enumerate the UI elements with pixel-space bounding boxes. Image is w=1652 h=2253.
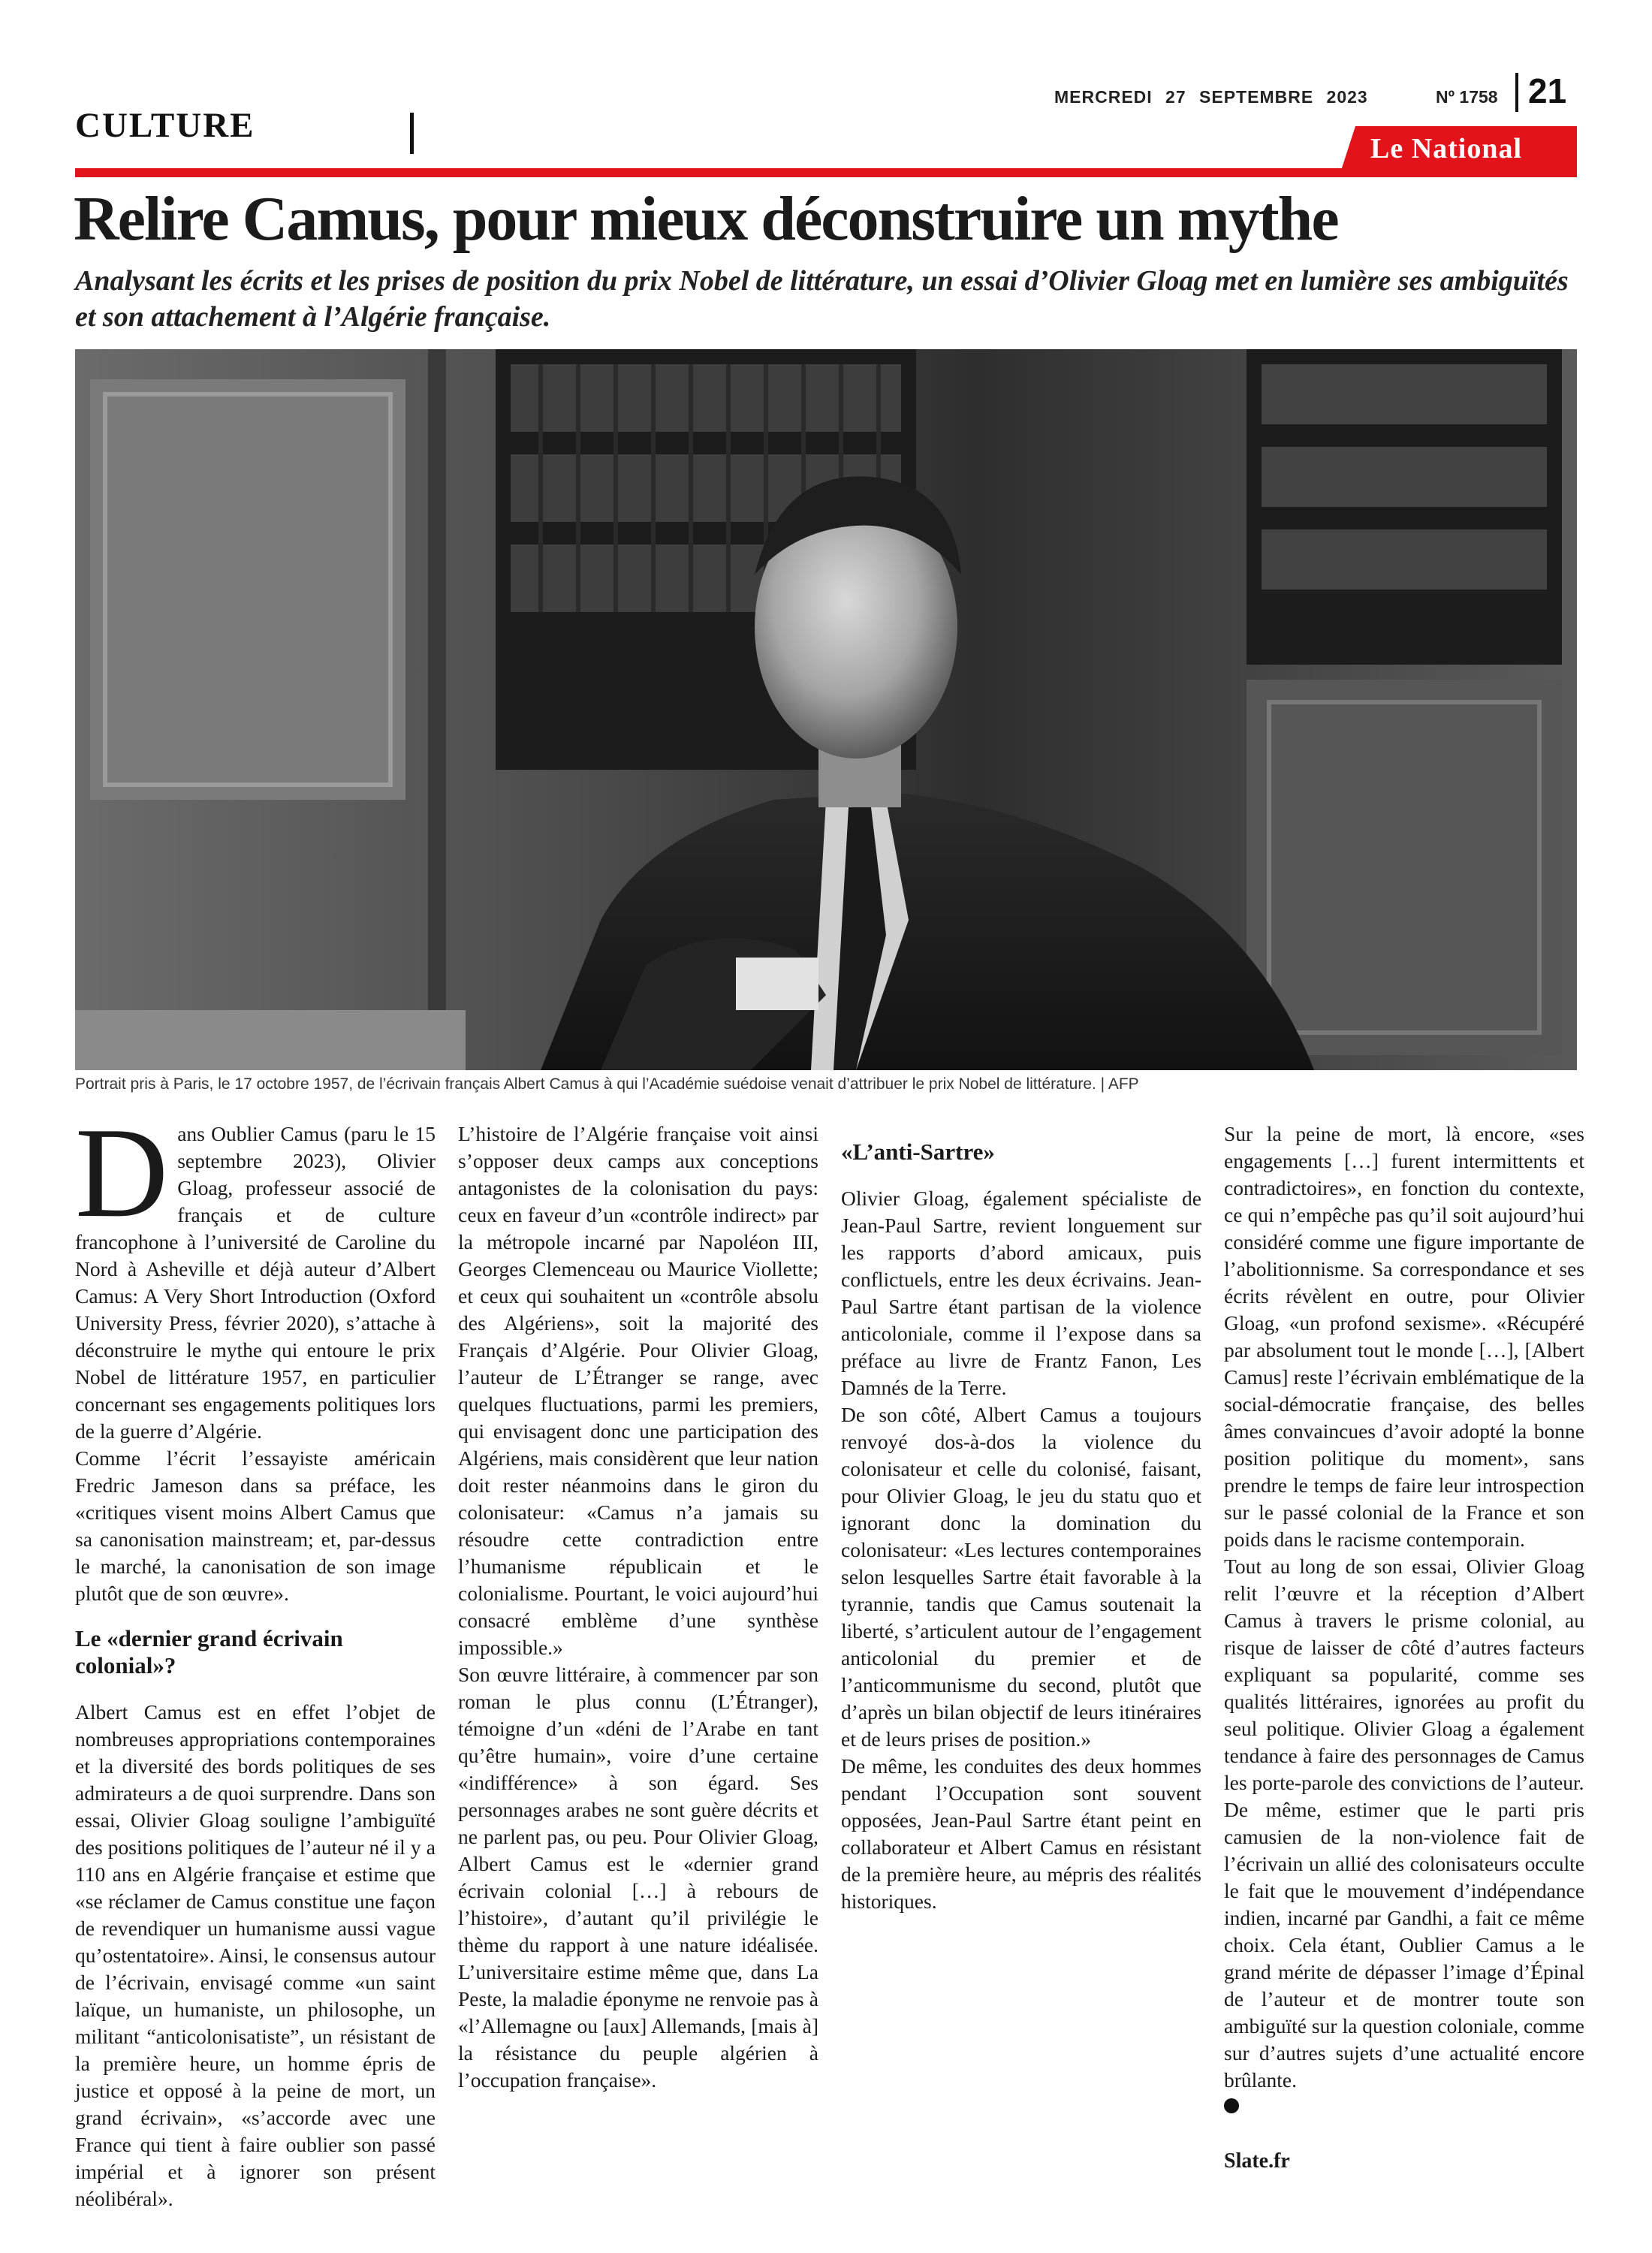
- masthead-title: Le National: [1370, 133, 1523, 164]
- issue-date: MERCREDI 27 SEPTEMBRE 2023: [1054, 87, 1368, 107]
- intro-paragraph: Dans Oublier Camus (paru le 15 septembre 2023), Olivier Gloag, professeur associé de français et de culture francophone à l’université de Caroline du Nord à Asheville et déjà auteur d’Albert Camus: A Very Short Introduction (Oxford University Press, février 2020), s’attache à déconstruire le mythe qui entoure le prix Nobel de littérature 1957, en particulier concernant ses engagements politiques lors de la guerre d’Algérie.: [75, 1102, 436, 1443]
- body-paragraph: Olivier Gloag, également spécialiste de Jean-Paul Sartre, revient longuement sur les rapports d’abord amicaux, puis conflictuels, entre les deux écrivains. Jean-Paul Sartre étant partisan de la violence anticoloniale, comme il l’expose dans sa préface au livre de Frantz Fanon, Les Damnés de la Terre.: [841, 1187, 1201, 1399]
- article-column-1: [75, 1102, 436, 2212]
- body-paragraph: Albert Camus est en effet l’objet de nombreuses appropriations contemporaines et la diversité des bords politiques de ses admirateurs a de quoi surprendre. Dans son essai, Olivier Gloag souligne l’ambiguïté des positions politiques de l’auteur né il y a 110 ans en Algérie française et estime que «se réclamer de Camus constitue une façon de revendiquer un humanisme aussi vague qu’ostentatoire». Ainsi, le consensus autour de l’écrivain, envisagé comme «un saint laïque, un humaniste, un philosophe, un militant “anticolonisatiste”, un résistant de la première heure, un homme épris de justice et opposé à la peine de mort, un grand écrivain», «s’accorde avec une France qui tient à faire oublier son passé impérial et à ignorer son présent néolibéral».: [75, 1700, 436, 2210]
- body-paragraph: De même, estimer que le parti pris camusien de la non-violence fait de l’écrivain un allié des colonisateurs occulte le fait que le mouvement d’indépendance indien, incarné par Gandhi, a fait ce même choix. Cela étant, Oublier Camus a le grand mérite de dépasser l’image d’Épinal de l’auteur et de montrer toute son ambiguïté sur la question coloniale, comme sur d’autres sujets d’une actualité encore brûlante.: [1224, 1798, 1584, 2092]
- article-column-4: [1224, 1120, 1584, 2175]
- photo-caption: Portrait pris à Paris, le 17 octobre 1957, de l’écrivain français Albert Camus à qui l’Académie suédoise venait d’attribuer le prix Nobel de littérature. | AFP: [75, 1075, 1139, 1093]
- body-paragraph: Tout au long de son essai, Olivier Gloag relit l’œuvre et la réception d’Albert Camus à travers le prisme colonial, au risque de laisser de côté d’autres facteurs expliquant sa popularité, comme ses qualités littéraires, ignorées au profit du seul politique. Olivier Gloag a également tendance à faire des personnages de Camus les porte-parole des convictions de l’auteur.: [1224, 1555, 1584, 1794]
- body-paragraph: Sur la peine de mort, là encore, «ses engagements […] furent intermittents et contradictoires», en fonction du contexte, ce qui n’empêche pas qu’il soit aujourd’hui considéré comme une figure importante de l’abolitionnisme. Sa correspondance et ses écrits révèlent en outre, pour Olivier Gloag, «un profond sexisme». «Récupéré par absolument tout le monde […], [Albert Camus] reste l’écrivain emblématique de la social-démocratie française, des belles âmes convaincues d’avoir adopté la bonne position politique du moment», sans prendre le temps de faire leur introspection sur le passé colonial de la France et son poids dans le racisme contemporain.: [1224, 1122, 1584, 1551]
- article-end-icon: [1224, 2098, 1239, 2113]
- issue-number: Nº 1758: [1436, 87, 1498, 107]
- article-headline: Relire Camus, pour mieux déconstruire un mythe: [74, 184, 1338, 254]
- article-column-3: [841, 1120, 1201, 1915]
- page-number: 21: [1528, 71, 1567, 110]
- body-paragraph: Comme l’écrit l’essayiste américain Fredric Jameson dans sa préface, les «critiques visent moins Albert Camus que sa canonisation mainstream; et, par-dessus le marché, la canonisation de son image plutôt que de son œuvre».: [75, 1446, 436, 1605]
- section-label: CULTURE: [75, 106, 255, 145]
- subheading: Le «dernier grand écrivain colonial»?: [75, 1625, 343, 1678]
- body-paragraph: L’histoire de l’Algérie française voit ainsi s’opposer deux camps aux conceptions antagonistes de la colonisation du pays: ceux en faveur d’un «contrôle indirect» par la métropole incarné par Napoléon III, Georges Clemenceau ou Maurice Viollette; et ceux qui souhaitent un «contrôle absolu des Algériens», soit la majorité des Français d’Algérie. Pour Olivier Gloag, l’auteur de L’Étranger se range, avec quelques fluctuations, parmi les premiers, qui envisagent donc une participation des Algériens, mais considèrent que leur nation doit rester néanmoins dans le giron du colonisateur: «Camus n’a jamais su résoudre cette contradiction entre l’humanisme républicain et le colonialisme. Pourtant, le voici aujourd’hui consacré emblème d’une synthèse impossible.»: [458, 1122, 818, 1659]
- article-column-2: [458, 1120, 818, 2094]
- body-paragraph: De même, les conduites des deux hommes pendant l’Occupation sont souvent opposées, Jean-Paul Sartre étant peint en collaborateur et Albert Camus en résistant de la première heure, au mépris des réalités historiques.: [841, 1754, 1201, 1913]
- subheading: «L’anti-Sartre»: [841, 1139, 995, 1165]
- article-standfirst: Analysant les écrits et les prises de position du prix Nobel de littérature, un essai d’Olivier Gloag met en lumière ses ambiguïtés et son attachement à l’Algérie française.: [75, 265, 1569, 333]
- body-paragraph: Son œuvre littéraire, à commencer par son roman le plus connu (L’Étranger), témoigne d’un «déni de l’Arabe en tant qu’être humain», voire d’une certaine «indifférence» à son égard. Ses personnages arabes ne sont guère décrits et ne parlent pas, ou peu. Pour Olivier Gloag, Albert Camus est le «dernier grand écrivain colonial […] à rebours de l’histoire», d’autant qu’il privilégie le thème du rapport à une nature idéalisée. L’universitaire estime même que, dans La Peste, la maladie éponyme ne renvoie pas à «l’Allemagne ou [aux] Allemands, [mais à] la résistance du peuple algérien à l’occupation française».: [458, 1663, 818, 2092]
- body-paragraph: De son côté, Albert Camus a toujours renvoyé dos-à-dos la violence du colonisateur et celle du colonisé, faisant, pour Olivier Gloag, le jeu du statu quo et ignorant donc la domination du colonisateur: «Les lectures contemporaines selon lesquelles Sartre était favorable à la tyrannie, tandis que Camus soutenait la liberté, s’articulent autour de l’engagement anticolonial du premier et de l’anticommunisme du second, plutôt que d’après un bilan objectif de leurs itinéraires et de leurs prises de position.»: [841, 1403, 1201, 1751]
- article-source: Slate.fr: [1224, 2149, 1290, 2173]
- article-photo: [75, 349, 1577, 1070]
- page-number-divider: [1515, 73, 1518, 112]
- section-divider: [410, 113, 414, 154]
- drop-cap: D: [75, 1102, 169, 1244]
